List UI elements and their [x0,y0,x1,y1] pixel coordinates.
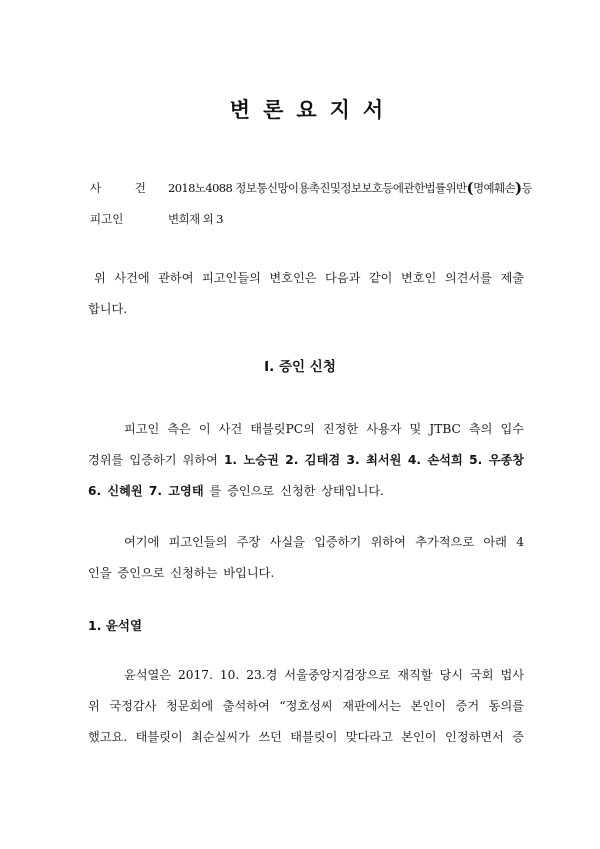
yoon-paragraph [88,660,524,753]
case-value [168,179,532,197]
para1-line-3-text: 를 증인으로 신청한 상태입니다. [209,484,385,498]
case-paren-open: ( [466,179,473,197]
case-paren-close: ) [515,179,522,197]
para2-line-1: 여기에 피고인들의 주장 사실을 입증하기 위하여 추가적으로 아래 4 [124,535,524,549]
para1-line-2-text: 경위를 입증하기 위하여 [88,453,218,467]
defendant-label: 피고인 [90,212,124,226]
para3-line-1: 윤석열은 2017. 10. 23.경 서울중앙지검장으로 재직할 당시 국회 법사 [124,668,524,682]
document-title: 변론요지서 [229,98,397,122]
case-value-main: 2018노4088 정보통신망이용촉진및정보보호등에관한법률위반 [168,181,467,195]
witness-list-bold-2: 6. 신혜원 7. 고영태 [88,484,204,498]
intro-line-2: 합니다. [88,302,128,316]
case-value-paren-text: 명예훼손 [473,181,516,195]
para3-line-2: 위 국정감사 청문회에 출석하여 “정호성씨 재판에서는 본인이 증거 동의를 [88,699,524,713]
subheading-yoon: 1. 윤석열 [88,618,143,633]
para1-line-3 [88,476,524,507]
case-value-suffix: 등 [521,181,533,195]
case-label: 사 건 [90,181,161,195]
intro-paragraph [88,263,524,325]
witness-list-bold-1: 1. 노승권 2. 김태겸 3. 최서원 4. 손석희 5. 우종창 [223,453,525,467]
para3-line-3: 했고요. 태블릿이 최순실씨가 쓰던 태블릿이 맞다라고 본인이 인정하면서 증 [88,730,524,744]
defendant-value: 변희재 외 3 [168,212,223,226]
para1-line-2 [88,445,524,476]
intro-line-1: 위 사건에 관하여 피고인들의 변호인은 다음과 같이 변호인 의견서를 제출 [94,271,524,285]
para1-line-1: 피고인 측은 이 사건 태블릿PC의 진정한 사용자 및 JTBC 측의 입수 [124,422,524,436]
section-heading: Ⅰ. 증인 신청 [264,359,336,375]
defendant-row [90,211,223,227]
para2-line-2: 인을 증인으로 신청하는 바입니다. [88,566,275,580]
case-row [90,179,532,197]
witness-paragraph-2 [88,527,524,589]
witness-paragraph-1 [88,414,524,507]
